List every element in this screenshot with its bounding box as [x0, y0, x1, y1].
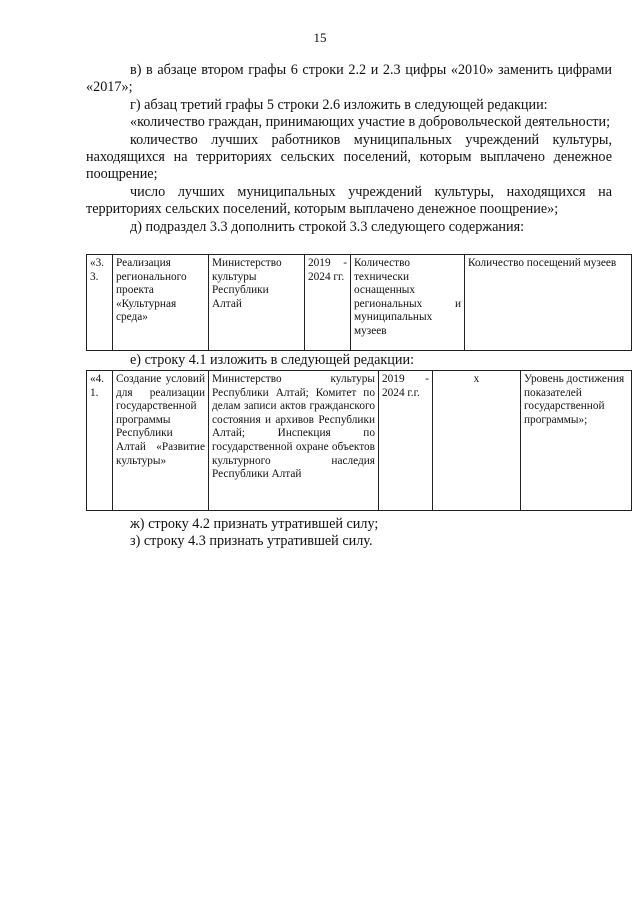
measure-name: Реализация регионального проекта «Культурная среда»: [113, 255, 209, 351]
executor: Министерство культуры Республики Алтай: [209, 255, 305, 351]
period: 2019 - 2024 г.г.: [379, 371, 433, 511]
paragraph-d: д) подраздел 3.3 дополнить строкой 3.3 следующего содержания:: [130, 218, 525, 235]
table-row-4-1: [86, 370, 632, 511]
paragraph-g: г) абзац третий графы 5 строки 2.6 изложить в следующей редакции:: [130, 96, 548, 113]
row-number: «3. 3.: [87, 255, 113, 351]
table-row: [87, 371, 632, 511]
paragraph-zh: ж) строку 4.2 признать утратившей силу;: [130, 516, 379, 532]
paragraph-z: з) строку 4.3 признать утратившей силу.: [130, 533, 373, 550]
executor: Министерство культуры Республики Алтай; Комитет по делам записи актов гражданского состояния и архивов Республики Алтай; Инспекция по государственной охране объектов культурного наследия Республики Алтай: [209, 371, 379, 511]
paragraph-best-workers: количество лучших работников муниципальных учреждений культуры, находящихся на территориях сельских поселений, которым выплачено денежное поощрение;: [86, 131, 612, 183]
paragraph-v: в) в абзаце втором графы 6 строки 2.2 и 2.3 цифры «2010» заменить цифрами «2017»;: [86, 62, 612, 96]
measure-name: Создание условий для реализации государственной программы Республики Алтай «Развитие культуры»: [113, 371, 209, 511]
mark: х: [433, 371, 521, 511]
page-number: 15: [313, 30, 327, 45]
indicator: Количество технически оснащенных региональных и муниципальных музеев: [351, 255, 465, 351]
result: Уровень достижения показателей государственной программы»;: [521, 371, 632, 511]
table-row-3-3: [86, 254, 632, 351]
amendment-text-mid: [86, 352, 612, 369]
amendment-text-bottom: [86, 516, 612, 551]
paragraph-best-institutions: число лучших муниципальных учреждений культуры, находящихся на территориях сельских поселений, которым выплачено денежное поощрение»;: [86, 183, 612, 218]
table-row: [87, 255, 632, 351]
row-number: «4. 1.: [87, 371, 113, 511]
paragraph-volunteers: «количество граждан, принимающих участие в добровольческой деятельности;: [130, 114, 611, 131]
amendment-text-top: [86, 62, 612, 236]
paragraph-e: е) строку 4.1 изложить в следующей редакции:: [130, 352, 415, 368]
period: 2019 - 2024 гг.: [305, 255, 351, 351]
result: Количество посещений музеев: [465, 255, 632, 351]
